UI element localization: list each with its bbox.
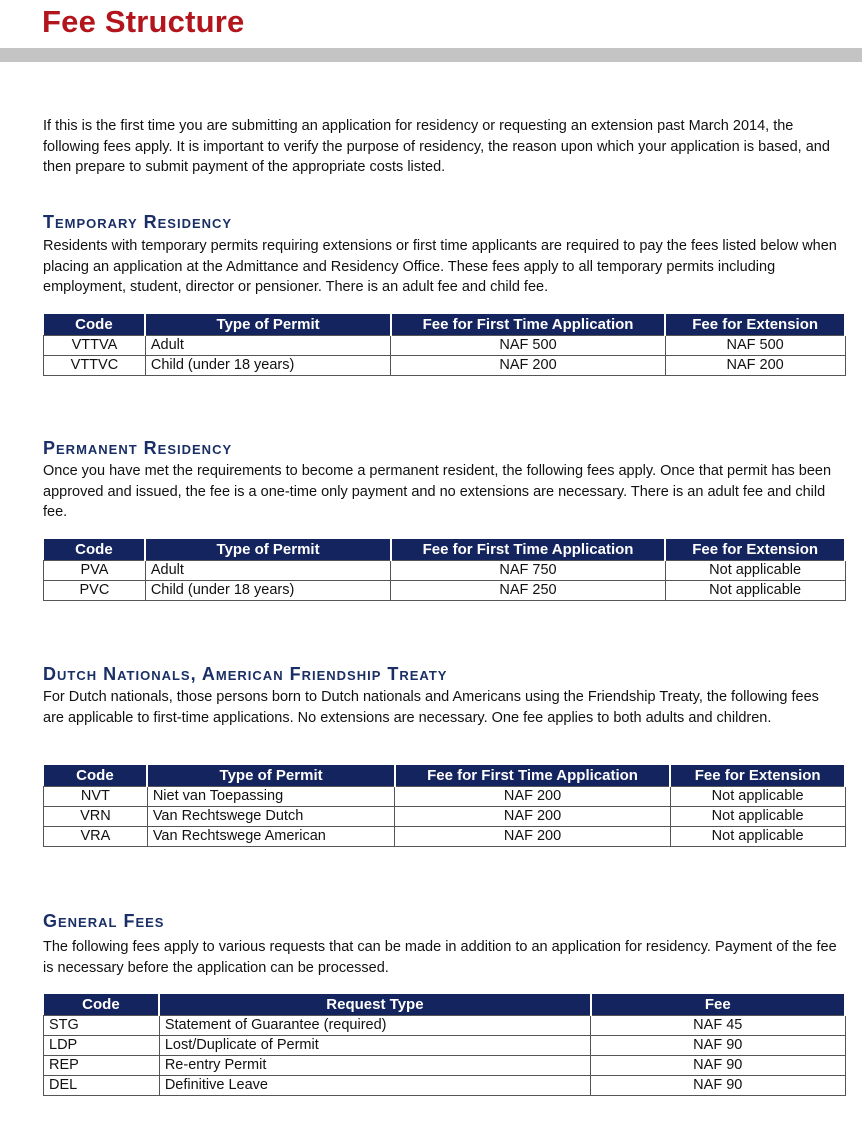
dutch-nationals-heading: Dutch Nationals, American Friendship Treaty — [43, 664, 448, 684]
general-fees-description: The following fees apply to various requests that can be made in addition to an application for residency. Payment of the fee is necessary before the application can be processed. — [43, 939, 837, 976]
temporary-residency-heading: Temporary Residency — [43, 212, 233, 232]
cell-code: PVA — [44, 561, 146, 581]
table-row — [44, 1036, 846, 1056]
header-request-type: Request Type — [159, 994, 590, 1016]
dutch-nationals-description: For Dutch nationals, those persons born to Dutch nationals and Americans using the Friendship Treaty, the following fees are applicable to first-time applications. No extensions are necessary. One fee applies to both adults and children. — [43, 689, 819, 726]
table-row — [44, 581, 846, 601]
table-row — [44, 807, 846, 827]
table-row — [44, 356, 846, 376]
table-row — [44, 561, 846, 581]
cell-request-type: Lost/Duplicate of Permit — [159, 1036, 590, 1056]
header-code: Code — [44, 539, 146, 561]
cell-first-fee: NAF 750 — [391, 561, 665, 581]
cell-code: NVT — [44, 787, 148, 807]
header-extension-fee: Fee for Extension — [665, 539, 845, 561]
cell-first-fee: NAF 200 — [391, 356, 665, 376]
header-first-fee: Fee for First Time Application — [391, 314, 665, 336]
title-divider — [0, 48, 862, 62]
header-code: Code — [44, 765, 148, 787]
cell-extension-fee: Not applicable — [670, 827, 845, 847]
cell-code: VRN — [44, 807, 148, 827]
temporary-residency-description: Residents with temporary permits requiring extensions or first time applicants are required to pay the fees listed below when placing an application at the Admittance and Residency Office. These fees apply to all temporary permits including employment, student, director or pensioner. There is an adult fee and child fee. — [43, 238, 837, 296]
table-header-row — [44, 765, 846, 787]
cell-extension-fee: Not applicable — [670, 807, 845, 827]
cell-first-fee: NAF 250 — [391, 581, 665, 601]
general-fees-heading: General Fees — [43, 911, 165, 931]
header-first-fee: Fee for First Time Application — [391, 539, 665, 561]
table-header-row — [44, 994, 846, 1016]
cell-extension-fee: Not applicable — [665, 561, 845, 581]
cell-request-type: Statement of Guarantee (required) — [159, 1016, 590, 1036]
page-title: Fee Structure — [42, 4, 245, 39]
cell-code: REP — [44, 1056, 160, 1076]
table-row — [44, 1016, 846, 1036]
cell-first-fee: NAF 200 — [395, 787, 670, 807]
cell-fee: NAF 90 — [591, 1076, 845, 1096]
cell-type: Child (under 18 years) — [145, 356, 390, 376]
intro-paragraph: If this is the first time you are submitting an application for residency or requesting an extension past March 2014, the following fees apply. It is important to verify the purpose of residency, the reason upon which your application is based, and then prepare to submit payment of the appropriate costs listed. — [43, 118, 830, 175]
cell-code: LDP — [44, 1036, 160, 1056]
header-code: Code — [44, 314, 146, 336]
cell-code: DEL — [44, 1076, 160, 1096]
cell-type: Adult — [145, 336, 390, 356]
cell-fee: NAF 90 — [591, 1056, 845, 1076]
table-header-row — [44, 539, 846, 561]
header-first-fee: Fee for First Time Application — [395, 765, 670, 787]
cell-fee: NAF 90 — [591, 1036, 845, 1056]
cell-extension-fee: Not applicable — [670, 787, 845, 807]
header-type: Type of Permit — [147, 765, 395, 787]
permanent-residency-description: Once you have met the requirements to become a permanent resident, the following fees apply. Once that permit has been approved and issued, the fee is a one-time only payment and no extensions are necessary. There is an adult fee and child fee. — [43, 463, 832, 521]
cell-extension-fee: NAF 500 — [665, 336, 845, 356]
cell-first-fee: NAF 200 — [395, 827, 670, 847]
cell-request-type: Definitive Leave — [159, 1076, 590, 1096]
cell-type: Niet van Toepassing — [147, 787, 395, 807]
cell-type: Child (under 18 years) — [145, 581, 390, 601]
permanent-residency-table — [43, 539, 846, 601]
table-row — [44, 336, 846, 356]
header-code: Code — [44, 994, 160, 1016]
header-type: Type of Permit — [145, 539, 390, 561]
cell-first-fee: NAF 200 — [395, 807, 670, 827]
cell-extension-fee: Not applicable — [665, 581, 845, 601]
cell-first-fee: NAF 500 — [391, 336, 665, 356]
cell-code: VRA — [44, 827, 148, 847]
table-row — [44, 787, 846, 807]
cell-code: VTTVA — [44, 336, 146, 356]
header-extension-fee: Fee for Extension — [665, 314, 845, 336]
header-extension-fee: Fee for Extension — [670, 765, 845, 787]
table-row — [44, 827, 846, 847]
table-row — [44, 1076, 846, 1096]
cell-code: STG — [44, 1016, 160, 1036]
cell-type: Van Rechtswege American — [147, 827, 395, 847]
table-header-row — [44, 314, 846, 336]
cell-type: Van Rechtswege Dutch — [147, 807, 395, 827]
general-fees-table — [43, 994, 846, 1096]
header-fee: Fee — [591, 994, 845, 1016]
cell-fee: NAF 45 — [591, 1016, 845, 1036]
cell-code: PVC — [44, 581, 146, 601]
cell-type: Adult — [145, 561, 390, 581]
dutch-nationals-table — [43, 765, 846, 847]
cell-request-type: Re-entry Permit — [159, 1056, 590, 1076]
table-row — [44, 1056, 846, 1076]
cell-extension-fee: NAF 200 — [665, 356, 845, 376]
header-type: Type of Permit — [145, 314, 390, 336]
cell-code: VTTVC — [44, 356, 146, 376]
temporary-residency-table — [43, 314, 846, 376]
permanent-residency-heading: Permanent Residency — [43, 438, 233, 458]
